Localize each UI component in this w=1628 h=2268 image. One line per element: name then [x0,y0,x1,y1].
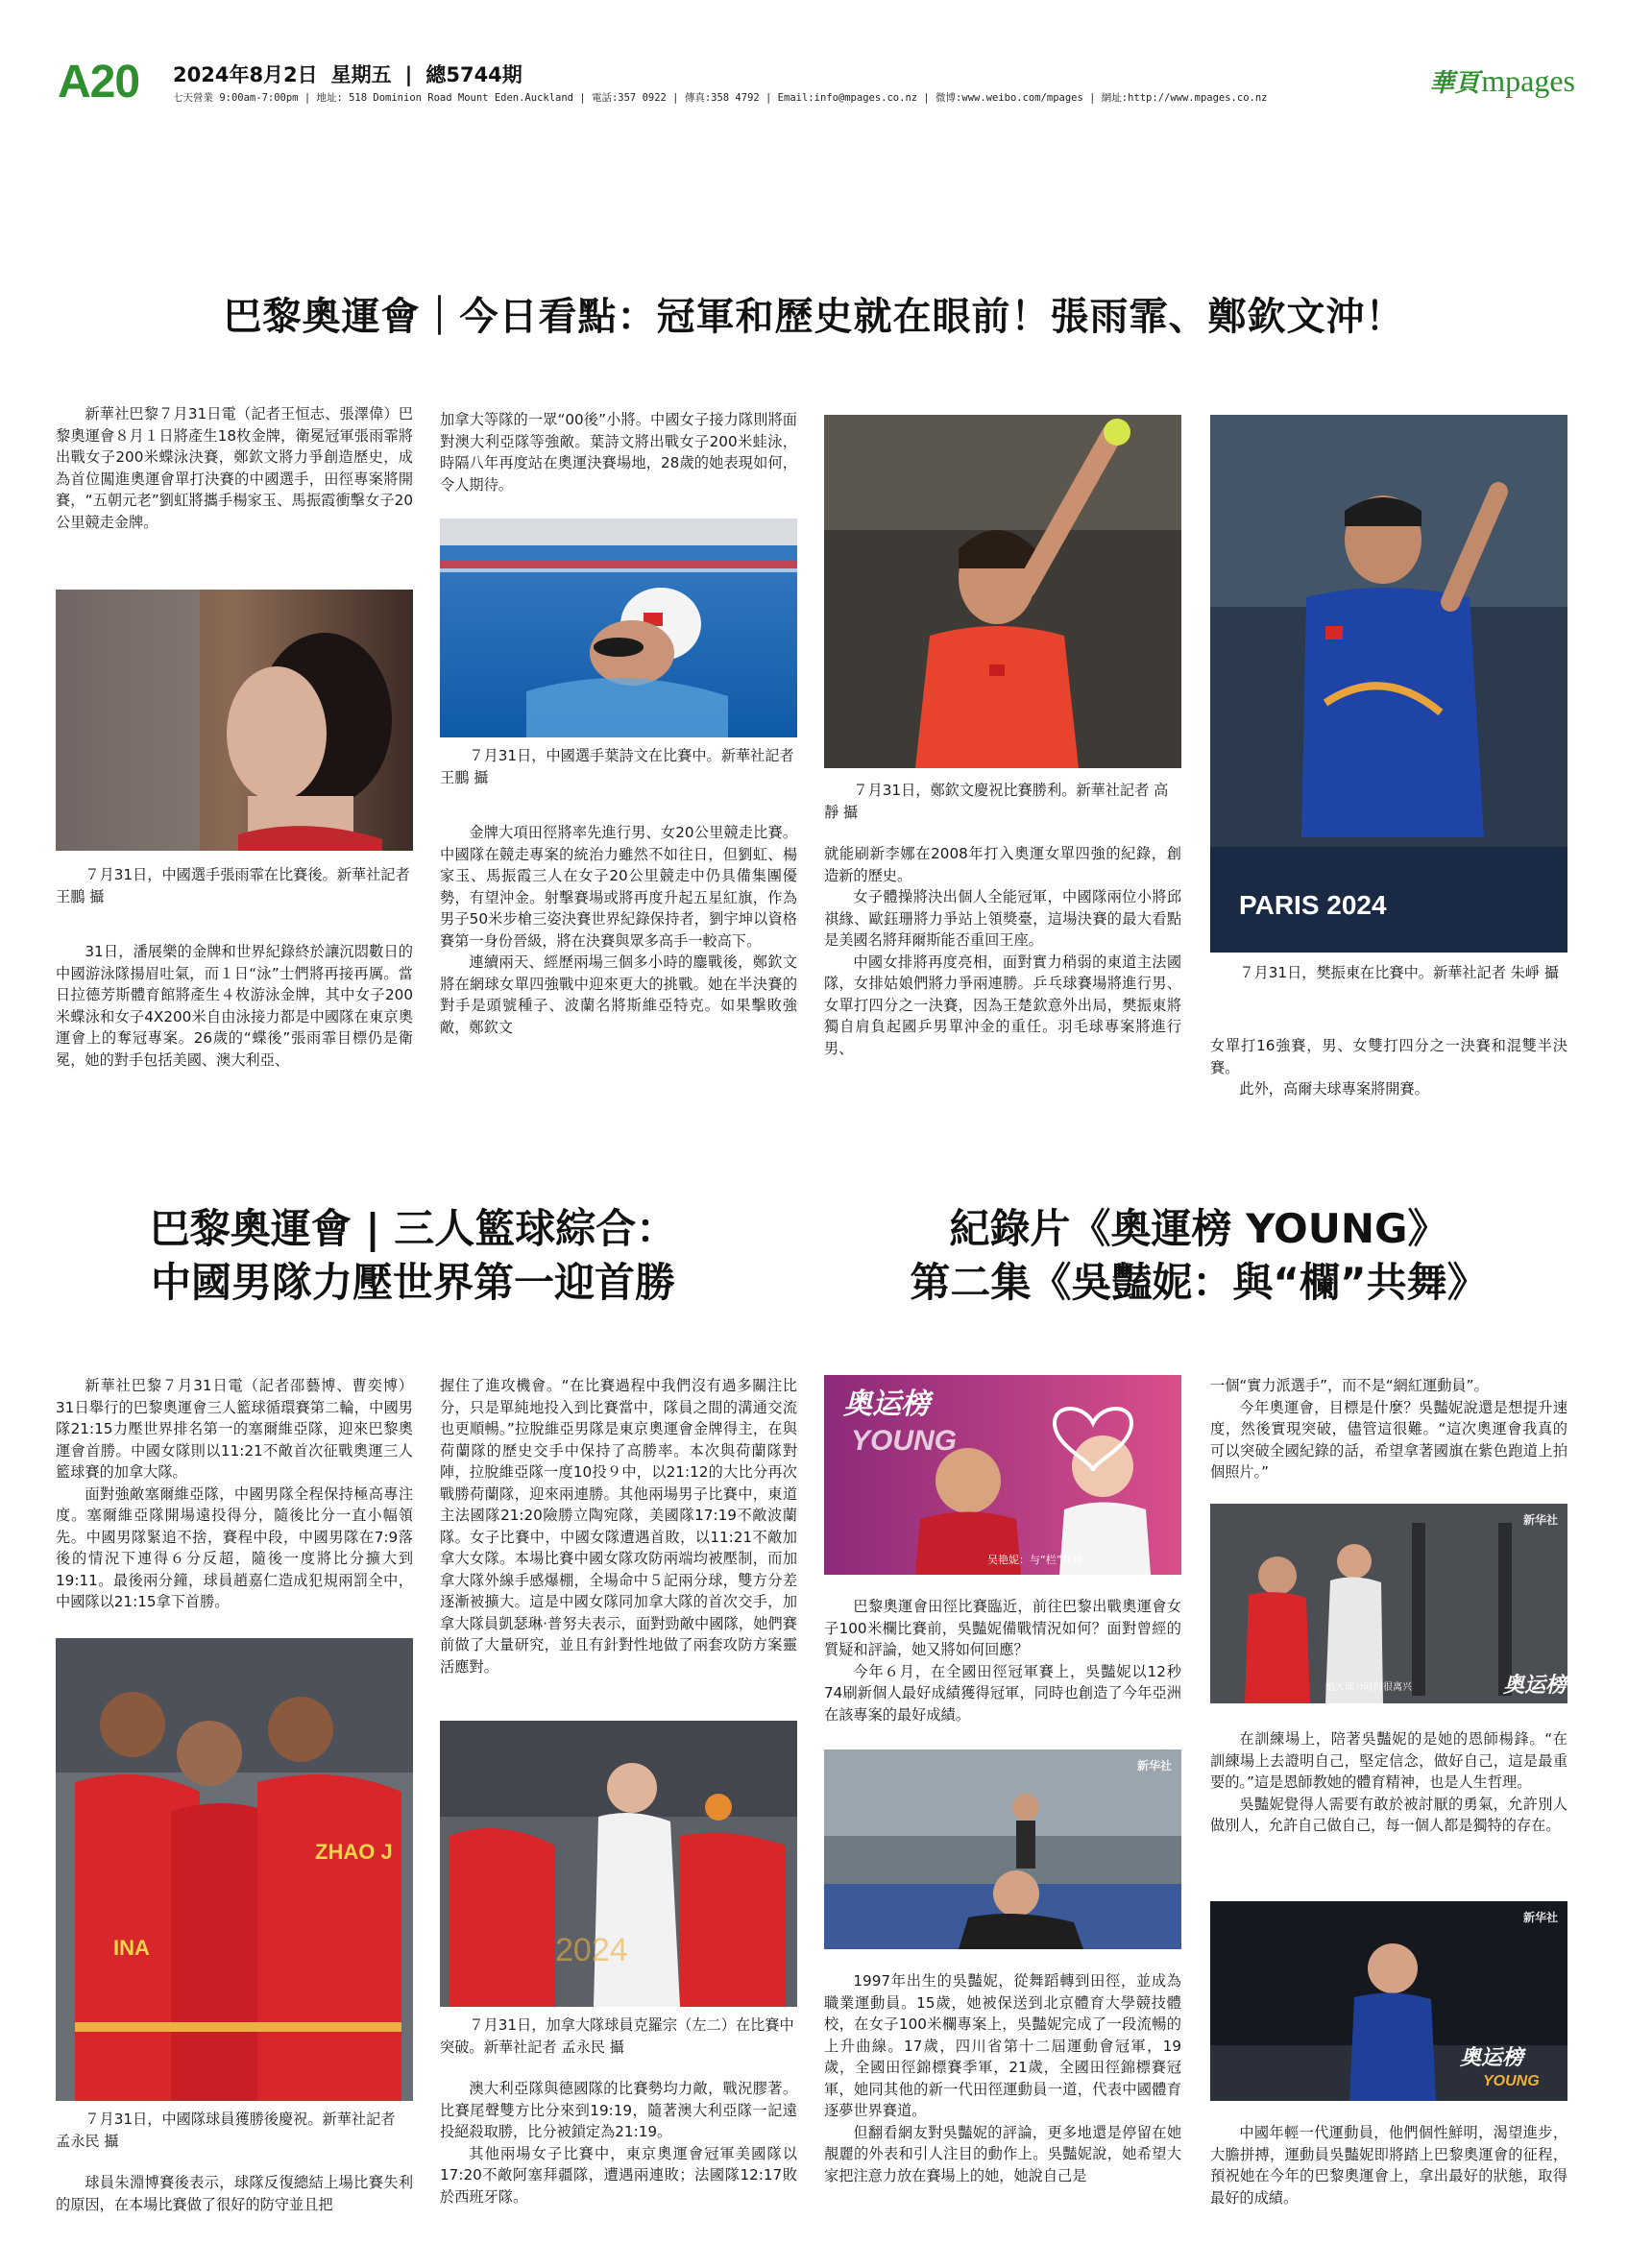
header-info-line: 七天營業 9:00am-7:00pm | 地址: 518 Dominion Road Mount Eden.Auckland | 電話:357 0922 | 傳真:358 4792 | Email:info@mpages.co.nz | 微博:www.weibo.com/mpages | 網址:http://www.mpages.co.nz [173,92,1268,104]
video-still-title-card [824,1375,1181,1575]
article1-col4-body1: 女單打16強賽，男、女雙打四分之一決賽和混雙半決賽。 [1210,1037,1567,1076]
video3-logo: 奥运榜 [1503,1674,1567,1698]
article2-col2-body1: 澳大利亞隊與德國隊的比賽勢均力敵，戰況膠著。比賽尾聲雙方比分來到19:19，隨著澳大利亞隊一記遠投絕殺取勝，比分被鎖定為21:19。 [440,2080,797,2140]
article3-col3-body2-para: 1997年出生的吳豔妮，從舞蹈轉到田徑，並成為職業運動員。15歲，她被保送到北京體育大學競技體校，在女子100米欄專案上，吳豔妮完成了一段流暢的上升曲線。17歲，四川省第十二屆運動會冠軍，19歲，全國田徑錦標賽季軍，21歲，全國田徑錦標賽冠軍，她同其他的新一代田徑運動員一道，代表中國體育逐夢世界賽道。 [824,1972,1181,2119]
photo-zhang-yufei [56,590,413,851]
article3-col4-body4: 中國年輕一代運動員，他們個性鮮明，渴望進步，大膽拼搏，運動員吳豔妮即將踏上巴黎奧運會的征程，預祝她在今年的巴黎奧運會上，拿出最好的狀態，取得最好的成績。 [1210,2124,1567,2207]
article1-col3-body1: 就能刷新李娜在2008年打入奧運女單四強的紀錄，創造新的歷史。 [824,845,1181,884]
article3-col4-body3: 吳豔妮覺得人需要有敢於被討厭的勇氣，允許別人做別人，允許自己做自己，每一個人都是獨特的存在。 [1210,1795,1567,1834]
article3-col4-body: 今年奧運會，目標是什麼？吳豔妮說還是想提升速度，然後實現突破，儘管這很難。“這次奧運會我真的可以突破全國紀錄的話，希望拿著國旗在紫色跑道上拍個照片。” [1210,1398,1567,1481]
article2-title-line1: 巴黎奧運會 | 三人籃球綜合： [149,1205,677,1252]
logo-text: mpages [1481,63,1575,98]
article1-col3-body [824,843,1181,1059]
article1-title: 巴黎奧運會｜今日看點：冠軍和歷史就在眼前！張雨霏、鄭欽文沖！ [223,295,1405,339]
article2-col2-body2: 其他兩場女子比賽中，東京奧運會冠軍美國隊以17:20不敵阿塞拜疆隊，遭遇兩連敗；法國隊12:17敗於西班牙隊。 [440,2144,797,2206]
article3-title [824,1202,1573,1310]
article2-col1-text [56,1375,413,1613]
header-weekday: 星期五 [330,63,392,86]
video4-logo: 奥运榜 [1460,2046,1524,2070]
article1-col4-body2: 此外，高爾夫球專案將開賽。 [1239,1080,1429,1098]
photo-zheng-qinwen [824,415,1181,768]
article2-col2-top: 握住了進攻機會。“在比賽過程中我們沒有過多關注比分，只是單純地投入到比賽當中，隊員之間的溝通交流也更順暢。”拉脫維亞男隊是東京奧運會金牌得主，在與荷蘭隊的歷史交手中保持了高勝率。本次與荷蘭隊對陣，拉脫維亞隊一度10投９中，以21:12的大比分再次戰勝荷蘭隊，迎來兩連勝。其他兩場男子比賽中，東道主法國隊21:20險勝立陶宛隊，美國隊17:19不敵波蘭隊。女子比賽中，中國女隊遭遇首敗，以11:21不敵加拿大女隊。本場比賽中國女隊攻防兩端均被壓制，而加拿大隊外線手感爆棚，全場命中５記兩分球，雙方分差逐漸被擴大。這是中國女隊同加拿大隊的首次交手，加拿大隊員凱瑟琳·普努夫表示，面對勁敵中國隊，她們賽前做了大量研究，並且有針對性地做了兩套攻防方案靈活應對。 [440,1377,797,1676]
article2-photo2-caption: ７月31日，加拿大隊球員克羅宗（左二）在比賽中突破。新華社記者 孟永民 攝 [440,2016,794,2056]
article3-col3-text [824,1596,1181,1725]
header-date-line [173,60,536,88]
video-still-training-floor [824,1749,1181,1949]
photo-ye-shiwen [440,519,797,737]
video2-watermark: 新华社 [1136,1759,1172,1773]
mpages-logo[interactable] [1429,63,1575,99]
header-separator: | [404,63,413,86]
logo-chinese: 華頁 [1429,69,1480,98]
video3-watermark: 新华社 [1522,1513,1558,1527]
article3-col4-body2 [1210,1728,1567,1837]
article3-col3-body3: 但翻看網友對吳豔妮的評論，更多地還是停留在她靚麗的外表和引人注目的動作上。吳豔妮說，她希望大家把注意力放在賽場上的她，她說自己是 [824,2123,1181,2184]
article2-title [58,1202,768,1310]
article2-col2-body [440,2078,797,2208]
article1-photo1-caption: ７月31日，中國選手張雨霏在比賽後。新華社記者 王鵬 攝 [56,866,410,905]
video-still-hurdles [1210,1901,1567,2101]
article1-col3-body3: 中國女排將再度亮相，面對實力稍弱的東道主法國隊，女排姑娘們將力爭兩連勝。乒乓球賽場將進行男、女單打四分之一決賽，因為王楚欽意外出局，樊振東將獨自肩負起國乒男單沖金的重任。羽毛球專案將進行男、 [824,953,1181,1057]
video4-watermark: 新华社 [1522,1911,1558,1924]
article1-col2-top: 加拿大等隊的一眾“00後”小將。中國女子接力隊則將面對澳大利亞隊等強敵。葉詩文將出戰女子200米蛙泳，時隔八年再度站在奧運決賽場地，28歲的她表現如何，令人期待。 [440,411,797,494]
article1-col3-body2: 女子體操將決出個人全能冠軍，中國隊兩位小將邱祺緣、歐鈺珊將力爭站上領獎臺，這場決賽的最大看點是美國名將拜爾斯能否重回王座。 [824,888,1181,949]
photo-fan-zhendong [1210,415,1567,953]
article1-col1-body: 31日，潘展樂的金牌和世界紀錄終於讓沉悶數日的中國游泳隊揚眉吐氣，而１日“泳”士們將再接再厲。當日拉德芳斯體育館將產生４枚游泳金牌，其中女子200米蝶泳和女子4X200米自由泳接力都是中國隊在東京奧運會上的奪冠專案。26歲的“蝶後”張雨霏目標仍是衛冕，她的對手包括美國、澳大利亞、 [56,943,413,1069]
svg-text:PARIS 2024: PARIS 2024 [1239,890,1387,920]
article1-photo4-caption: ７月31日，樊振東在比賽中。新華社記者 朱崢 攝 [1239,964,1560,981]
article2-title-line2: 中國男隊力壓世界第一迎首勝 [150,1259,675,1306]
video4-logo-sub: YOUNG [1483,2073,1540,2089]
article2-col1-intro: 新華社巴黎７月31日電（記者邵藝博、曹奕博）31日舉行的巴黎奧運會三人籃球循環賽第二輪，中國男隊21:15力壓世界排名第一的塞爾維亞隊，迎來巴黎奧運會首勝。中國女隊則以11:21不敵首次征戰奧運三人籃球賽的加拿大隊。 [56,1377,413,1481]
article3-title-line2: 第二集《吳豔妮：與“欄”共舞》 [910,1259,1488,1306]
video3-subtitle: 绝大部分时间很离兴 [1325,1682,1412,1693]
svg-text:ZHAO J: ZHAO J [315,1840,393,1864]
article3-col3-intro: 巴黎奧運會田徑比賽臨近，前往巴黎出戰奧運會女子100米欄比賽前，吳豔妮備戰情況如何？面對曾經的質疑和評論，她又將如何回應？ [824,1598,1181,1658]
article1-col1-intro: 新華社巴黎７月31日電（記者王恒志、張澤偉）巴黎奧運會８月１日將產生18枚金牌，衛冕冠軍張雨霏將出戰女子200米蝶泳決賽，鄭欽文將力爭創造歷史，成為首位闖進奧運會單打決賽的中國選手，田徑專案將開賽，“五朝元老”劉虹將攜手楊家玉、馬振霞衝擊女子20公里競走金牌。 [56,405,413,531]
article2-photo1-caption: ７月31日，中國隊球員獲勝後慶祝。新華社記者 孟永民 攝 [56,2111,396,2150]
video1-title: 奥运榜 [843,1387,930,1421]
article3-col4-body2-para: 在訓練場上，陪著吳豔妮的是她的恩師楊鋒。“在訓練場上去證明自己，堅定信念，做好自己，這是最重要的。”這是恩師教她的體育精神，也是人生哲理。 [1210,1730,1567,1791]
article2-col1-body: 面對強敵塞爾維亞隊，中國男隊全程保持極高專注度。塞爾維亞隊開場遠投得分，隨後比分一直小幅領先。中國男隊緊追不捨，賽程中段，中國男隊在7:9落後的情況下連得６分反超，隨後一度將比分擴大到19:11。最後兩分鐘，球員趙嘉仁造成犯規兩罰全中，中國隊以21:15拿下首勝。 [56,1484,413,1610]
header-issue: 總5744期 [425,63,522,86]
photo-china-mens-3x3 [56,1638,413,2101]
article3-col4-top [1210,1375,1567,1484]
svg-text:2024: 2024 [555,1932,628,1968]
photo-canada-womens-3x3 [440,1721,797,2007]
article3-col4-top-line: 一個“實力派選手”，而不是“網紅運動員”。 [1210,1377,1489,1394]
page-header [54,54,1581,111]
article2-col1-body2: 球員朱淵博賽後表示，球隊反復總結上場比賽失利的原因，在本場比賽做了很好的防守並且把 [56,2174,413,2213]
article1-photo2-caption: ７月31日，中國選手葉詩文在比賽中。新華社記者 王鵬 攝 [440,747,794,786]
svg-text:INA: INA [113,1936,150,1960]
video1-sub: YOUNG [851,1425,958,1457]
article3-col3-body: 今年６月，在全國田徑冠軍賽上，吳豔妮以12秒74刷新個人最好成績獲得冠軍，同時也創造了今年亞洲在該專案的最好成績。 [824,1662,1181,1724]
article1-col4-body [1210,1035,1567,1100]
article1-photo3-caption: ７月31日，鄭欽文慶祝比賽勝利。新華社記者 高靜 攝 [824,782,1169,821]
video-still-gym [1210,1504,1567,1703]
article1-col2-body: 金牌大項田徑將率先進行男、女20公里競走比賽。中國隊在競走專案的統治力雖然不如往日，但劉虹、楊家玉、馬振霞三人在女子20公里競走中仍具備集團優勢，有望沖金。射擊賽場或將再度升起五星紅旗，作為男子50米步槍三姿決賽世界紀錄保持者，劉宇坤以資格賽第一身份晉級，將在決賽與眾多高手一較高下。 連續兩天、經歷兩場三個多小時的鏖戰後，鄭欽文將在網球女單四強戰中迎來更大的挑戰。她在半決賽的對手是頭號種子、波蘭名將斯維亞特克。如果擊敗強敵，鄭欽文 [440,824,797,1036]
article3-col3-body2 [824,1970,1181,2186]
article3-title-line1: 紀錄片《奧運榜 YOUNG》 [949,1205,1448,1252]
video1-tagline: 吴艳妮：与“栏”共舞 [987,1554,1083,1566]
page-number: A20 [58,57,140,108]
header-date: 2024年8月2日 [173,63,318,86]
